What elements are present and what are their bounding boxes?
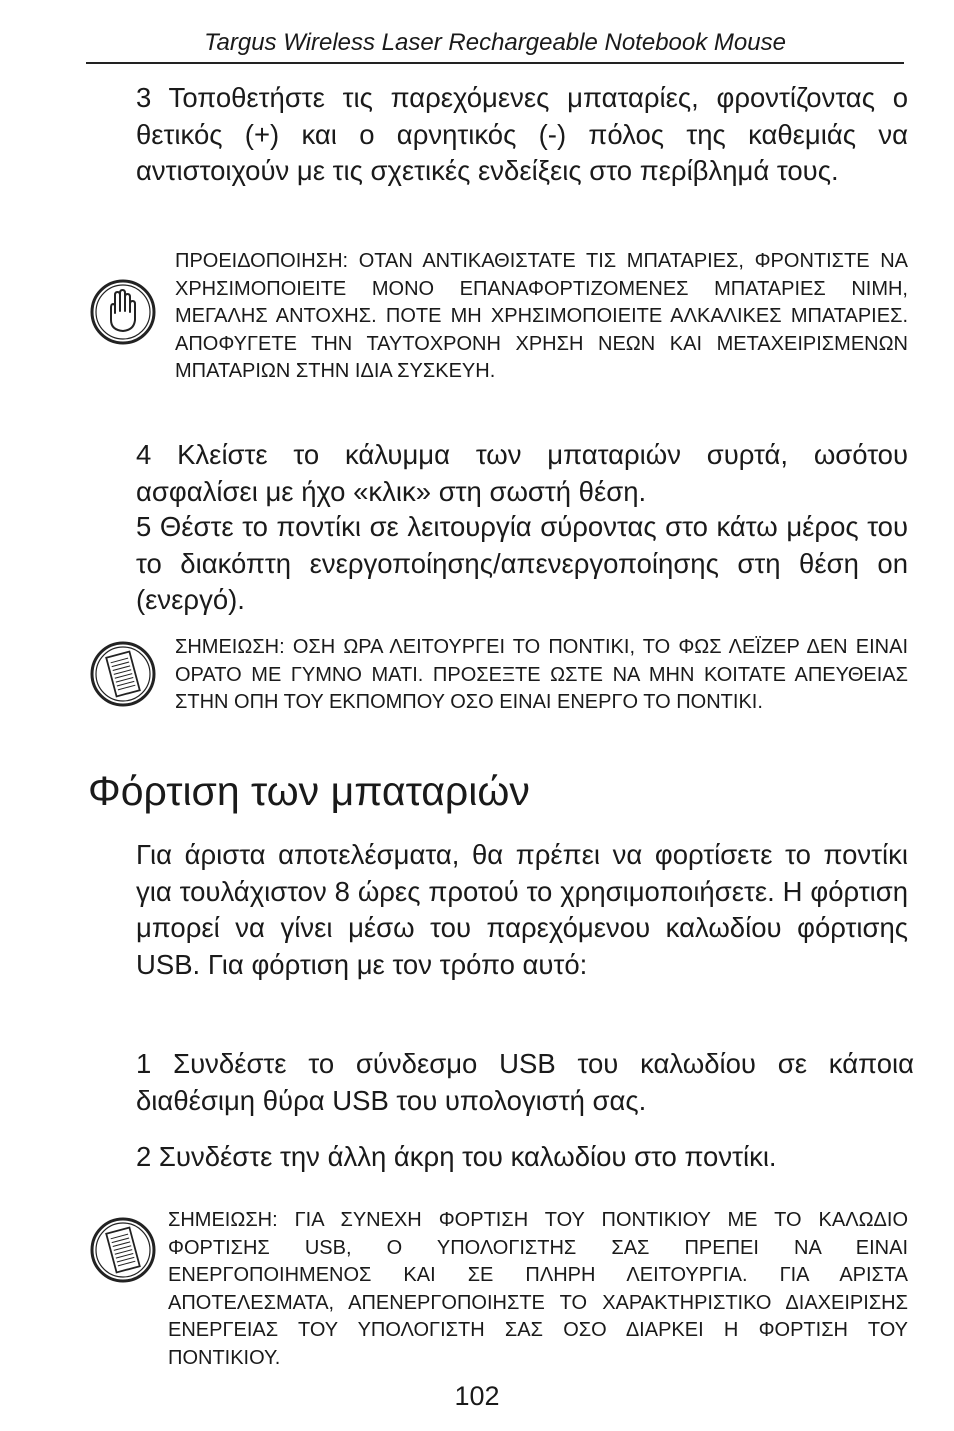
warning-text: ΠΡΟΕΙΔΟΠΟΙΗΣΗ: ΟΤΑΝ ΑΝΤΙΚΑΘΙΣΤΑΤΕ ΤΙΣ ΜΠΑΤΑΡΙΕΣ, ΦΡΟΝΤΙΣΤΕ ΝΑ ΧΡΗΣΙΜΟΠΟΙΕΙΤΕ ΜΟΝΟ ΕΠΑΝΑΦΟΡΤΙΖΟΜΕΝΕΣ ΜΠΑΤΑΡΙΕΣ ΝΙΜΗ, ΜΕΓΑΛΗΣ ΑΝΤΟΧΗΣ. ΠΟΤΕ ΜΗ ΧΡΗΣΙΜΟΠΟΙΕΙΤΕ ΑΛΚΑΛΙΚΕΣ ΜΠΑΤΑΡΙΕΣ. ΑΠΟΦΥΓΕΤΕ ΤΗΝ ΤΑΥΤΟΧΡΟΝΗ ΧΡΗΣΗ ΝΕΩΝ ΚΑΙ ΜΕΤΑΧΕΙΡΙΣΜΕΝΩΝ ΜΠΑΤΑΡΙΩΝ ΣΤΗΝ ΙΔΙΑ ΣΥΣΚΕΥΗ.	[175, 250, 908, 382]
page-number: 102	[454, 1381, 500, 1411]
note-pad-icon	[89, 1216, 157, 1284]
header-rule	[86, 62, 904, 64]
charge-step-2-text: 2 Συνδέστε την άλλη άκρη του καλωδίου στο ποντίκι.	[136, 1141, 777, 1172]
note-laser-text: ΣΗΜΕΙΩΣΗ: ΟΣΗ ΩΡΑ ΛΕΙΤΟΥΡΓΕΙ ΤΟ ΠΟΝΤΙΚΙ, ΤΟ ΦΩΣ ΛΕΪΖΕΡ ΔΕΝ ΕΙΝΑΙ ΟΡΑΤΟ ΜΕ ΓΥΜΝΟ ΜΑΤΙ. ΠΡΟΣΕΞΤΕ ΩΣΤΕ ΝΑ ΜΗΝ ΚΟΙΤΑΤΕ ΑΠΕΥΘΕΙΑΣ ΣΤΗΝ ΟΠΗ ΤΟΥ ΕΚΠΟΜΠΟΥ ΟΣΟ ΕΙΝΑΙ ΕΝΕΡΓΟ ΤΟ ΠΟΝΤΙΚΙ.	[175, 636, 908, 713]
running-header: Targus Wireless Laser Rechargeable Notebook Mouse	[204, 29, 786, 56]
note-usb-charging-text: ΣΗΜΕΙΩΣΗ: ΓΙΑ ΣΥΝΕΧΗ ΦΟΡΤΙΣΗ ΤΟΥ ΠΟΝΤΙΚΙΟΥ ΜΕ ΤΟ ΚΑΛΩΔΙΟ ΦΟΡΤΙΣΗΣ USB, Ο ΥΠΟΛΟΓΙΣΤΗΣ ΣΑΣ ΠΡΕΠΕΙ ΝΑ ΕΙΝΑΙ ΕΝΕΡΓΟΠΟΙΗΜΕΝΟΣ ΚΑΙ ΣΕ ΠΛΗΡΗ ΛΕΙΤΟΥΡΓΙΑ. ΓΙΑ ΑΡΙΣΤΑ ΑΠΟΤΕΛΕΣΜΑΤΑ, ΑΠΕΝΕΡΓΟΠΟΙΗΣΤΕ ΤΟ ΧΑΡΑΚΤΗΡΙΣΤΙΚΟ ΔΙΑΧΕΙΡΙΣΗΣ ΕΝΕΡΓΕΙΑΣ ΤΟΥ ΥΠΟΛΟΓΙΣΤΗ ΣΑΣ ΟΣΟ ΔΙΑΡΚΕΙ Η ΦΟΡΤΙΣΗ ΤΟΥ ΠΟΝΤΙΚΙΟΥ.	[168, 1209, 908, 1369]
step-5-text: 5 Θέστε το ποντίκι σε λειτουργία σύροντας στο κάτω μέρος του το διακόπτη ενεργοποίησης/απενεργοποίησης στη θέση on (ενεργό).	[136, 511, 908, 615]
charge-step-1-text: 1 Συνδέστε το σύνδεσμο USB του καλωδίου σε κάποια διαθέσιμη θύρα USB του υπολογιστή σας.	[136, 1048, 914, 1116]
charging-intro-text: Για άριστα αποτελέσματα, θα πρέπει να φορτίσετε το ποντίκι για τουλάχιστον 8 ώρες προτού το χρησιμοποιήσετε. Η φόρτιση μπορεί να γίνει μέσω του παρεχόμενου καλωδίου φόρτισης USB. Για φόρτιση με τον τρόπο αυτό:	[136, 839, 908, 980]
section-title: Φόρτιση των μπαταριών	[88, 768, 530, 814]
step-4-text: 4 Κλείστε το κάλυμμα των μπαταριών συρτά, ωσότου ασφαλίσει με ήχο «κλικ» στη σωστή θέση.	[136, 439, 908, 507]
note-pad-icon	[89, 640, 157, 708]
step-3-text: 3 Τοποθετήστε τις παρεχόμενες μπαταρίες, φροντίζοντας ο θετικός (+) και ο αρνητικός (-) πόλος της καθεμιάς να αντιστοιχούν με τις σχετικές ενδείξεις στο περίβλημά τους.	[136, 82, 908, 186]
stop-hand-icon	[89, 278, 157, 346]
